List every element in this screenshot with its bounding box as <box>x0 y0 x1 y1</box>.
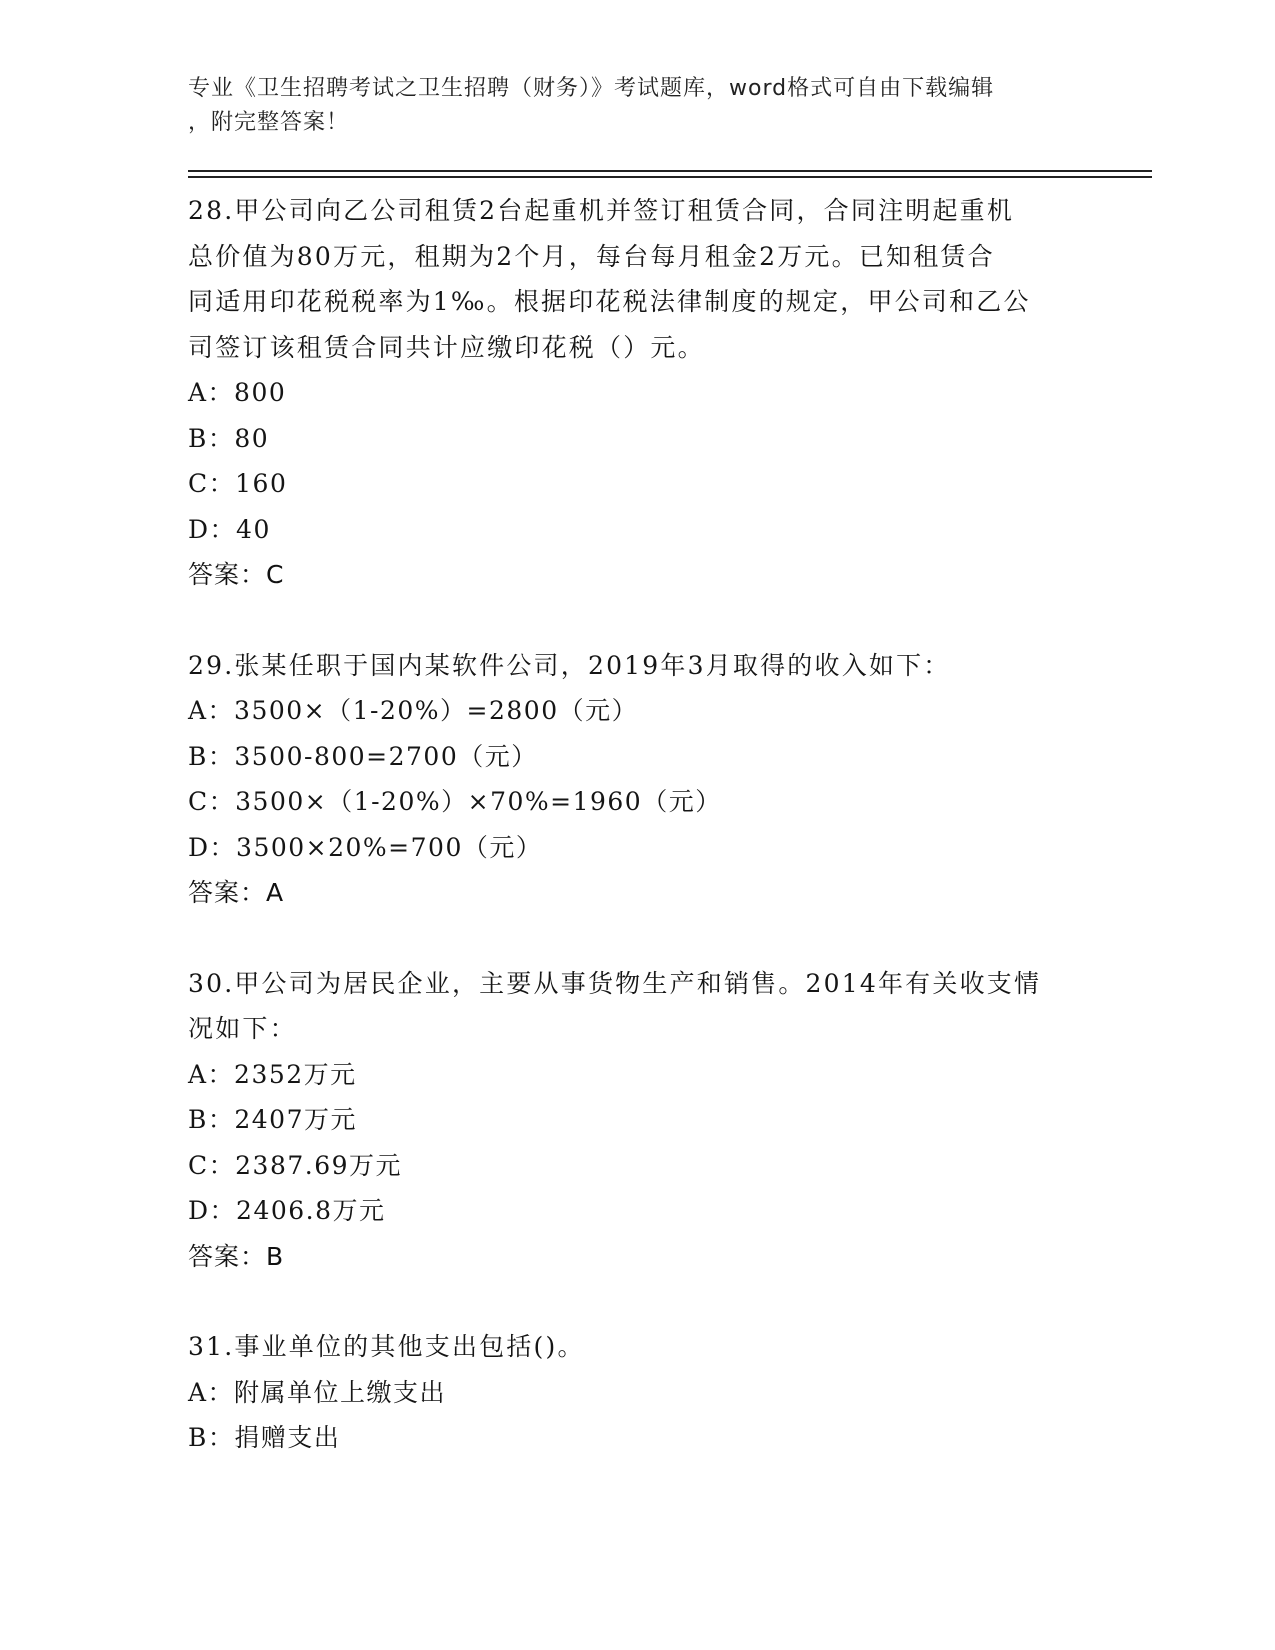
question-spacer <box>188 1279 1088 1324</box>
question-spacer <box>188 916 1088 961</box>
answer-line: 答案：A <box>188 878 285 907</box>
question-28 <box>188 188 1088 598</box>
question-31 <box>188 1324 1088 1461</box>
header-line-1: 专业《卫生招聘考试之卫生招聘（财务）》考试题库，word格式可自由下载编辑 <box>188 76 995 101</box>
question-text-line: 30.甲公司为居民企业，主要从事货物生产和销售。2014年有关收支情 <box>188 968 1042 998</box>
option-b: B：捐赠支出 <box>188 1423 341 1452</box>
question-list <box>188 188 1088 1461</box>
option-a: A：2352万元 <box>188 1059 357 1089</box>
option-c: C：3500×（1-20%）×70%=1960（元） <box>188 787 722 816</box>
question-30 <box>188 961 1088 1280</box>
option-a: A：3500×（1-20%）=2800（元） <box>188 696 639 725</box>
option-c: C：2387.69万元 <box>188 1150 403 1180</box>
question-spacer <box>188 598 1088 643</box>
question-text-line: 28.甲公司向乙公司租赁2台起重机并签订租赁合同，合同注明起重机 <box>188 196 1015 225</box>
question-text-line: 同适用印花税税率为1‰。根据印花税法律制度的规定，甲公司和乙公 <box>188 287 1031 316</box>
option-c: C：160 <box>188 469 288 498</box>
header-divider-bottom <box>188 176 1152 178</box>
question-text-line: 司签订该租赁合同共计应缴印花税（）元。 <box>188 332 705 362</box>
question-text-line: 29.张某任职于国内某软件公司，2019年3月取得的收入如下： <box>188 650 951 680</box>
question-text-line: 况如下： <box>188 1014 297 1043</box>
question-29 <box>188 643 1088 916</box>
option-d: D：3500×20%=700（元） <box>188 832 543 862</box>
document-header <box>188 72 1068 140</box>
option-b: B：2407万元 <box>188 1105 357 1134</box>
question-text-line: 31.事业单位的其他支出包括()。 <box>188 1332 585 1361</box>
answer-line: 答案：B <box>188 1241 285 1271</box>
question-text-line: 总价值为80万元，租期为2个月，每台每月租金2万元。已知租赁合 <box>188 241 995 271</box>
answer-line: 答案：C <box>188 560 285 589</box>
header-divider-top <box>188 170 1152 172</box>
option-d: D：2406.8万元 <box>188 1196 386 1225</box>
option-a: A：附属单位上缴支出 <box>188 1377 447 1407</box>
header-line-2: ，附完整答案！ <box>188 110 350 135</box>
option-b: B：80 <box>188 423 270 453</box>
option-b: B：3500-800=2700（元） <box>188 741 538 771</box>
option-d: D：40 <box>188 514 271 544</box>
option-a: A：800 <box>188 378 287 407</box>
